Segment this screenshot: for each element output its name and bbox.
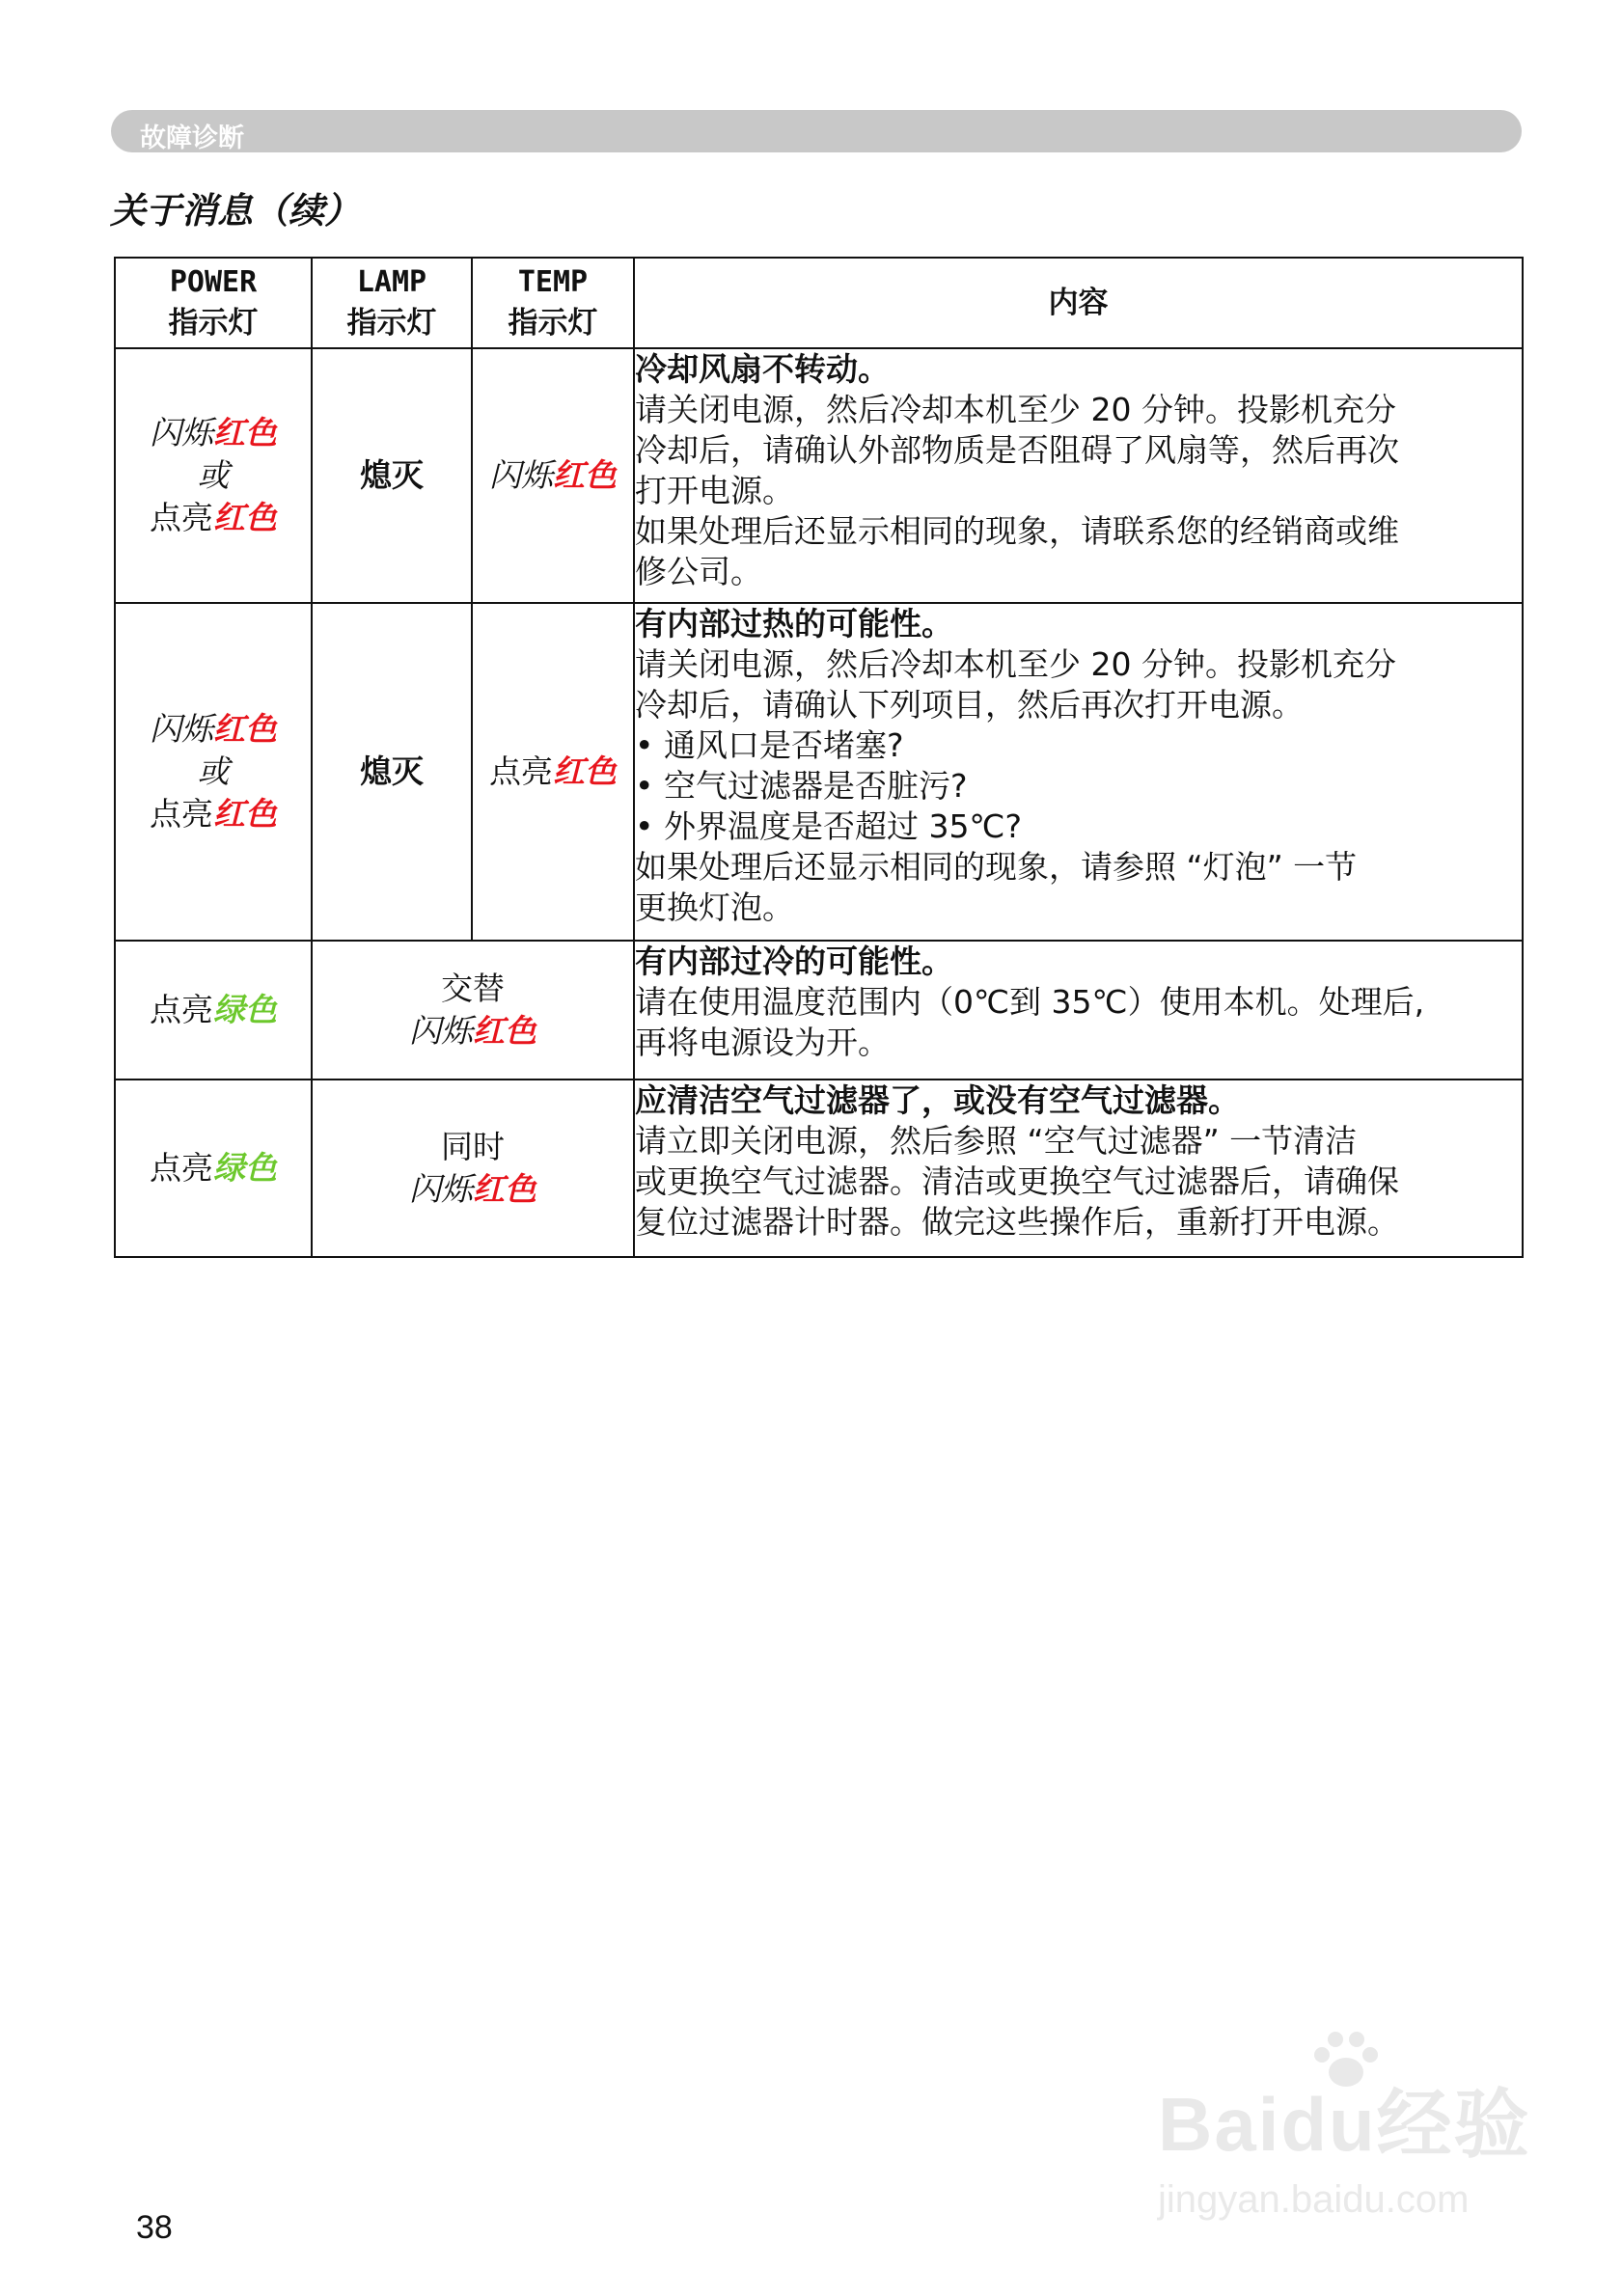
lamp-cell: 熄灭 xyxy=(312,603,472,941)
state-text: 点亮 xyxy=(489,752,553,790)
content-cell xyxy=(634,603,1523,941)
header-temp-en: TEMP xyxy=(517,265,589,299)
color-text: 绿色 xyxy=(213,991,277,1028)
color-text: 红色 xyxy=(473,1170,536,1208)
table-row xyxy=(115,348,1523,603)
header-temp-indicator: 指示灯 xyxy=(508,306,598,341)
content-line: 打开电源。 xyxy=(635,472,794,509)
power-state-2 xyxy=(116,497,311,539)
content-line: 如果处理后还显示相同的现象，请参照 “灯泡” 一节 xyxy=(635,848,1358,886)
state-text: 闪烁 xyxy=(489,456,553,494)
state-text: 点亮 xyxy=(150,499,213,536)
color-text: 绿色 xyxy=(213,1149,277,1187)
content-line: 更换灯泡。 xyxy=(635,888,794,926)
content-line: 冷却后，请确认下列项目，然后再次打开电源。 xyxy=(635,686,1304,724)
color-text: 红色 xyxy=(553,752,617,790)
color-text: 红色 xyxy=(213,414,277,451)
state-text: 点亮 xyxy=(150,991,213,1028)
power-cell xyxy=(115,603,312,941)
header-content: 内容 xyxy=(634,258,1523,348)
content-bullet: • 通风口是否堵塞? xyxy=(635,726,904,764)
table-row xyxy=(115,603,1523,941)
mode-text: 交替 xyxy=(441,970,505,1007)
content-cell xyxy=(634,1080,1523,1257)
state-text: 点亮 xyxy=(150,795,213,833)
color-text: 红色 xyxy=(473,1012,536,1050)
color-text: 红色 xyxy=(553,456,617,494)
content-line: 请在使用温度范围内（0℃到 35℃）使用本机。处理后, xyxy=(635,983,1425,1021)
content-line: 再将电源设为开。 xyxy=(635,1024,890,1061)
table-header-row xyxy=(115,258,1523,348)
state-text: 点亮 xyxy=(150,1149,213,1187)
state-text: 闪烁 xyxy=(409,1170,473,1208)
temp-cell xyxy=(472,348,634,603)
table-row xyxy=(115,941,1523,1080)
header-lamp xyxy=(312,258,472,348)
watermark-logo: Baidu经验 xyxy=(1158,2082,1531,2167)
content-line: 或更换空气过滤器。清洁或更换空气过滤器后，请确保 xyxy=(635,1162,1399,1200)
color-text: 红色 xyxy=(213,710,277,748)
color-text: 红色 xyxy=(213,499,277,536)
watermark-url: jingyan.baidu.com xyxy=(1158,2178,1470,2221)
content-line: 如果处理后还显示相同的现象，请联系您的经销商或维 xyxy=(635,512,1399,550)
power-state-1 xyxy=(116,708,311,751)
content-heading: 应清洁空气过滤器了，或没有空气过滤器。 xyxy=(635,1081,1240,1119)
header-power-en: POWER xyxy=(169,265,258,299)
watermark xyxy=(1158,2064,1544,2257)
content-heading: 有内部过冷的可能性。 xyxy=(635,943,953,980)
power-state-2 xyxy=(116,793,311,835)
mode-text: 同时 xyxy=(441,1128,505,1165)
power-cell xyxy=(115,1080,312,1257)
content-line: 复位过滤器计时器。做完这些操作后，重新打开电源。 xyxy=(635,1203,1399,1241)
state-text: 闪烁 xyxy=(150,414,213,451)
power-cell xyxy=(115,941,312,1080)
header-lamp-en: LAMP xyxy=(356,265,427,299)
temp-cell xyxy=(472,603,634,941)
section-bar xyxy=(111,110,1522,152)
section-label: 故障诊断 xyxy=(140,123,244,153)
content-line: 请关闭电源，然后冷却本机至少 20 分钟。投影机充分 xyxy=(635,391,1396,428)
content-heading: 冷却风扇不转动。 xyxy=(635,350,890,388)
power-state-1 xyxy=(116,412,311,454)
message-table xyxy=(114,257,1524,1258)
content-cell xyxy=(634,941,1523,1080)
content-heading: 有内部过热的可能性。 xyxy=(635,605,953,642)
content-line: 修公司。 xyxy=(635,553,762,590)
or-text: 或 xyxy=(197,456,230,494)
or-text: 或 xyxy=(197,752,230,790)
content-line: 请立即关闭电源，然后参照 “空气过滤器” 一节清洁 xyxy=(635,1122,1358,1160)
lamp-cell: 熄灭 xyxy=(312,348,472,603)
table-row xyxy=(115,1080,1523,1257)
content-line: 冷却后，请确认外部物质是否阻碍了风扇等，然后再次 xyxy=(635,431,1399,469)
power-cell xyxy=(115,348,312,603)
content-line: 请关闭电源，然后冷却本机至少 20 分钟。投影机充分 xyxy=(635,645,1396,683)
content-bullet: • 空气过滤器是否脏污? xyxy=(635,767,968,805)
state-text: 闪烁 xyxy=(150,710,213,748)
color-text: 红色 xyxy=(213,795,277,833)
state-text: 闪烁 xyxy=(409,1012,473,1050)
page-title: 关于消息（续） xyxy=(110,190,360,232)
page-number: 38 xyxy=(136,2209,173,2246)
header-lamp-indicator: 指示灯 xyxy=(346,306,437,341)
lamp-temp-cell xyxy=(312,1080,634,1257)
header-temp xyxy=(472,258,634,348)
content-cell xyxy=(634,348,1523,603)
header-power-indicator: 指示灯 xyxy=(168,306,259,341)
header-power xyxy=(115,258,312,348)
lamp-temp-cell xyxy=(312,941,634,1080)
content-bullet: • 外界温度是否超过 35℃? xyxy=(635,807,1023,845)
